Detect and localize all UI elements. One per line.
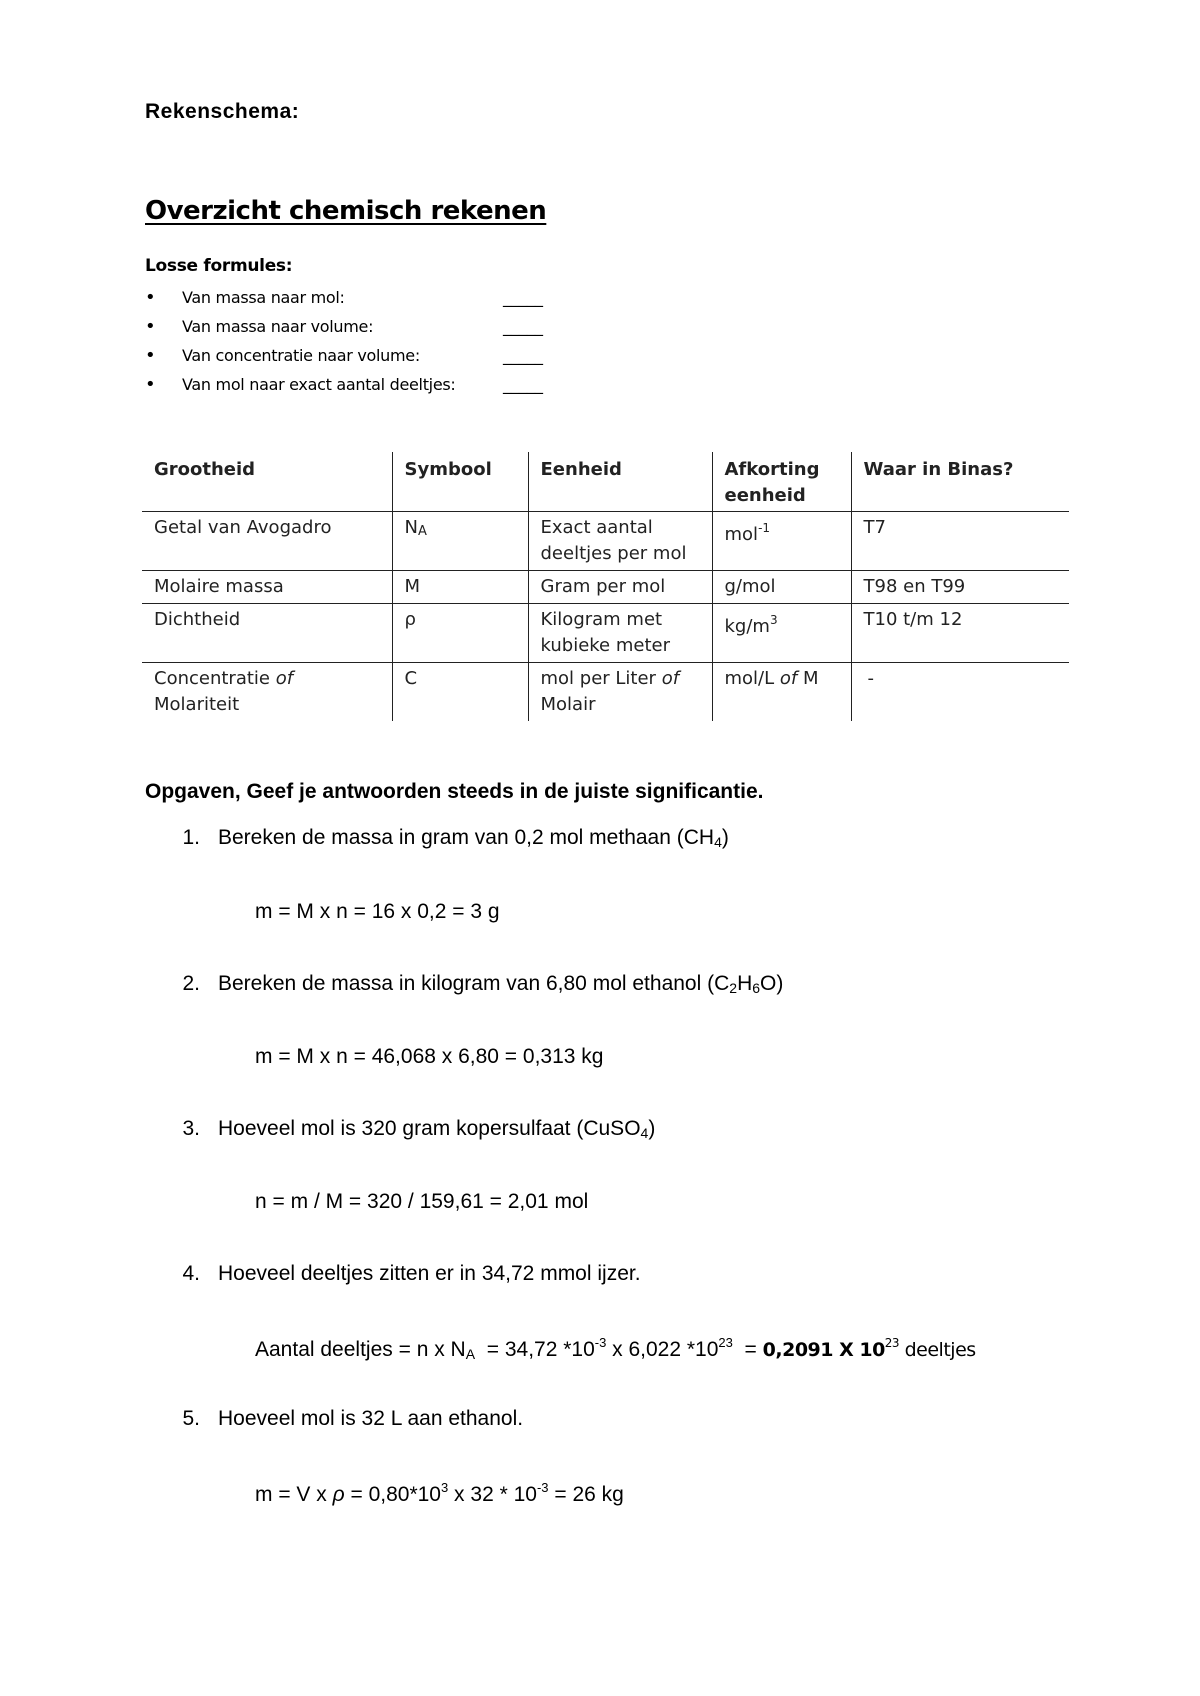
answer-superscript: -3 xyxy=(536,1480,549,1495)
cell-grootheid: Getal van Avogadro xyxy=(142,512,392,571)
answer-text: = 34,72 *10 xyxy=(475,1338,595,1361)
exercise-number: 4. xyxy=(182,1262,200,1285)
cell-text-italic: of xyxy=(779,668,798,689)
table-header-row xyxy=(142,452,1069,512)
cell-binas: - xyxy=(851,663,1069,722)
column-header: Eenheid xyxy=(528,452,712,512)
question-text: Bereken de massa in gram van 0,2 mol methaan (CH xyxy=(218,826,715,849)
question-text: Hoeveel mol is 320 gram kopersulfaat (CuSO xyxy=(218,1117,641,1140)
rekenschema-label: Rekenschema: xyxy=(145,100,300,123)
answer-text: x 6,022 *10 xyxy=(606,1338,719,1361)
exercise-number: 5. xyxy=(182,1407,200,1430)
exercise-question: Hoeveel deeltjes zitten er in 34,72 mmol ijzer. xyxy=(218,1262,641,1285)
formula-label: Van concentratie naar volume: xyxy=(182,346,420,365)
formula-blank: _____ xyxy=(503,288,543,307)
formula-item xyxy=(145,312,575,341)
cell-symbool: ρ xyxy=(392,604,528,663)
formula-item xyxy=(145,283,575,312)
table-row xyxy=(142,512,1069,571)
column-header: Grootheid xyxy=(142,452,392,512)
formula-blank: _____ xyxy=(503,317,543,336)
table-row xyxy=(142,663,1069,722)
symbol-subscript: A xyxy=(417,524,427,539)
cell-afkorting: g/mol xyxy=(712,571,851,604)
question-text: ) xyxy=(648,1117,656,1140)
cell-afkorting xyxy=(712,512,851,571)
question-subscript: 4 xyxy=(640,1125,649,1141)
symbol-text: N xyxy=(404,517,418,538)
cell-binas: T7 xyxy=(851,512,1069,571)
answer-symbol: ρ xyxy=(332,1483,345,1506)
question-text: H xyxy=(737,972,753,995)
formula-label: Van massa naar mol: xyxy=(182,288,345,307)
question-text: ) xyxy=(721,826,729,849)
formula-label: Van massa naar volume: xyxy=(182,317,374,336)
exercise-number: 1. xyxy=(182,826,200,849)
cell-symbool: C xyxy=(392,663,528,722)
cell-afkorting xyxy=(712,604,851,663)
answer-superscript: -3 xyxy=(594,1335,607,1350)
answer-text: x 32 * 10 xyxy=(448,1483,537,1506)
cell-text: Molair xyxy=(540,694,596,715)
cell-text: mol per Liter xyxy=(540,668,662,689)
cell-eenheid: Kilogram met kubieke meter xyxy=(528,604,712,663)
answer-superscript: 3 xyxy=(440,1480,449,1495)
cell-grootheid: Dichtheid xyxy=(142,604,392,663)
unit-text: kg/m xyxy=(724,616,770,637)
exercise-number: 2. xyxy=(182,972,200,995)
formula-item xyxy=(145,370,575,399)
exercise-question xyxy=(218,826,729,850)
bullet-icon: • xyxy=(145,287,156,308)
column-header: Waar in Binas? xyxy=(851,452,1069,512)
column-header: Symbool xyxy=(392,452,528,512)
bullet-icon: • xyxy=(145,345,156,366)
exercise-answer: m = M x n = 16 x 0,2 = 3 g xyxy=(255,900,500,923)
quantities-table xyxy=(142,452,1069,721)
table-row xyxy=(142,604,1069,663)
cell-text-italic: of xyxy=(275,668,294,689)
exercise-question xyxy=(218,1117,655,1141)
unit-text: mol xyxy=(724,524,759,545)
formula-blank: _____ xyxy=(503,346,543,365)
question-text: O) xyxy=(760,972,784,995)
cell-symbool: M xyxy=(392,571,528,604)
table-row xyxy=(142,571,1069,604)
exercise-answer xyxy=(255,1335,976,1362)
cell-text: M xyxy=(797,668,819,689)
answer-superscript: 23 xyxy=(718,1335,733,1350)
answer-superscript: 23 xyxy=(884,1336,900,1350)
cell-binas: T98 en T99 xyxy=(851,571,1069,604)
answer-text: = 0,80*10 xyxy=(344,1483,441,1506)
answer-text: = 26 kg xyxy=(548,1483,624,1506)
unit-superscript: 3 xyxy=(769,613,778,627)
question-subscript: 6 xyxy=(752,980,761,996)
answer-text: m = V x xyxy=(255,1483,333,1506)
exercise-question: Hoeveel mol is 32 L aan ethanol. xyxy=(218,1407,524,1430)
column-header: Afkorting eenheid xyxy=(712,452,851,512)
cell-grootheid: Molaire massa xyxy=(142,571,392,604)
answer-subscript: A xyxy=(465,1346,476,1362)
cell-text: mol/L xyxy=(724,668,780,689)
exercise-answer: n = m / M = 320 / 159,61 = 2,01 mol xyxy=(255,1190,589,1213)
exercises-heading: Opgaven, Geef je antwoorden steeds in de juiste significantie. xyxy=(145,780,764,803)
formula-item xyxy=(145,341,575,370)
answer-unit: deeltjes xyxy=(899,1339,976,1361)
answer-text: Aantal deeltjes = n x N xyxy=(255,1338,466,1361)
question-subscript: 2 xyxy=(729,980,738,996)
answer-result: 0,2091 X 10 xyxy=(762,1339,885,1361)
exercise-question xyxy=(218,972,783,996)
question-subscript: 4 xyxy=(714,834,722,850)
cell-text: Molariteit xyxy=(154,694,240,715)
exercise-answer: m = M x n = 46,068 x 6,80 = 0,313 kg xyxy=(255,1045,604,1068)
cell-eenheid: Exact aantal deeltjes per mol xyxy=(528,512,712,571)
exercise-answer xyxy=(255,1480,624,1507)
question-text: Bereken de massa in kilogram van 6,80 mol ethanol (C xyxy=(218,972,730,995)
bullet-icon: • xyxy=(145,316,156,337)
cell-symbool xyxy=(392,512,528,571)
document-title: Overzicht chemisch rekenen xyxy=(145,196,547,226)
cell-text: Concentratie xyxy=(154,668,276,689)
cell-eenheid xyxy=(528,663,712,722)
cell-eenheid: Gram per mol xyxy=(528,571,712,604)
answer-text: = xyxy=(732,1338,763,1361)
unit-superscript: -1 xyxy=(758,521,771,535)
cell-afkorting xyxy=(712,663,851,722)
formula-blank: _____ xyxy=(503,375,543,394)
cell-grootheid xyxy=(142,663,392,722)
formula-label: Van mol naar exact aantal deeltjes: xyxy=(182,375,456,394)
formulas-heading: Losse formules: xyxy=(145,256,293,276)
exercise-number: 3. xyxy=(182,1117,200,1140)
bullet-icon: • xyxy=(145,374,156,395)
cell-text-italic: of xyxy=(661,668,680,689)
cell-binas: T10 t/m 12 xyxy=(851,604,1069,663)
formula-list xyxy=(145,283,575,399)
